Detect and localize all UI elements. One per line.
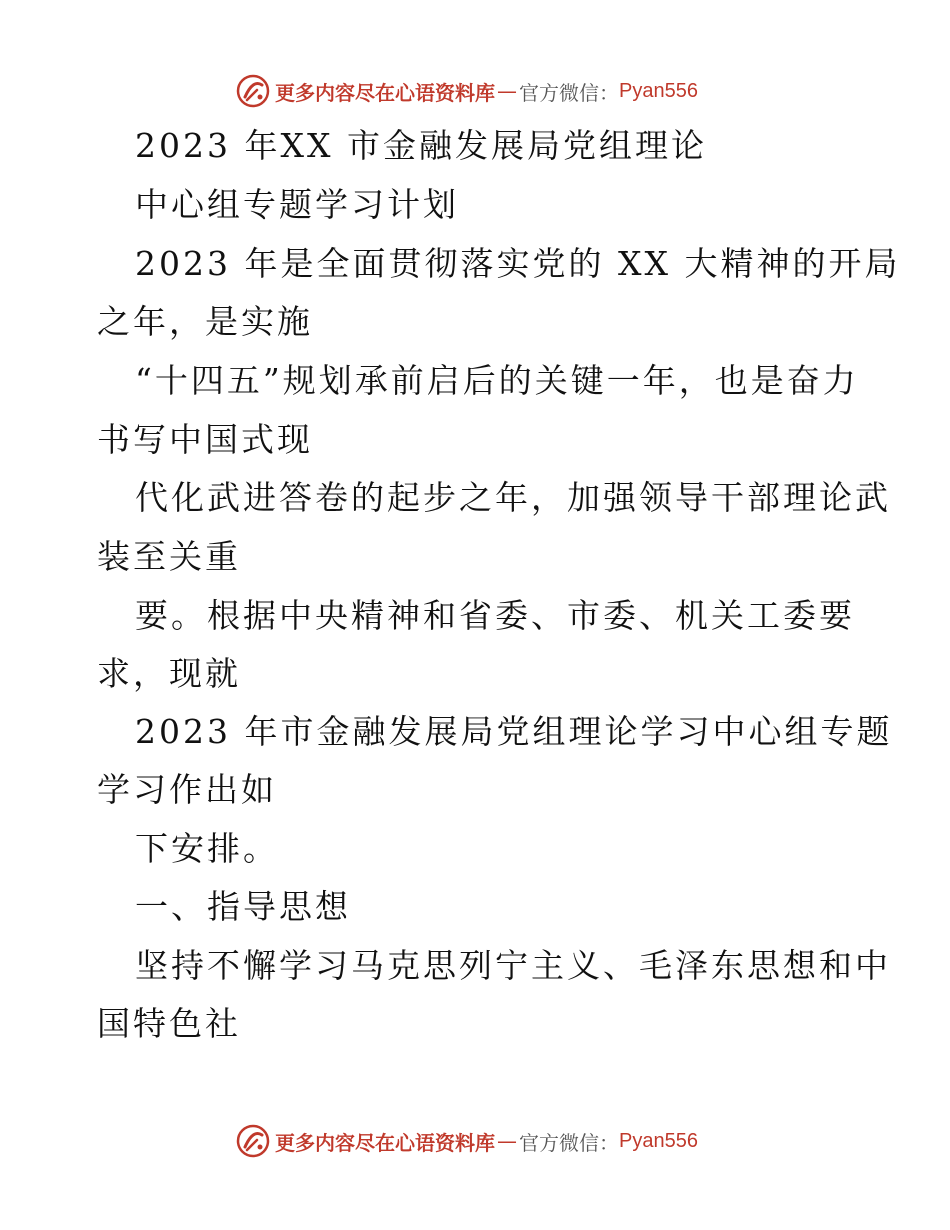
document-title-line-1: 2023 年XX 市金融发展局党组理论 bbox=[135, 126, 707, 165]
paragraph-line: 书写中国式现 bbox=[97, 420, 313, 459]
logo-icon bbox=[235, 73, 271, 109]
paragraph-line: 下安排。 bbox=[135, 829, 279, 868]
logo-icon bbox=[235, 1123, 271, 1159]
section-heading: 一、指导思想 bbox=[135, 887, 351, 926]
watermark-separator: — bbox=[497, 1129, 517, 1153]
paragraph-line: 坚持不懈学习马克思列宁主义、毛泽东思想和中 bbox=[135, 946, 891, 985]
document-title-line-2: 中心组专题学习计划 bbox=[135, 185, 459, 224]
paragraph-line: 之年，是实施 bbox=[97, 302, 313, 341]
header-watermark-banner bbox=[235, 71, 698, 111]
paragraph-line: 求，现就 bbox=[97, 654, 241, 693]
paragraph-line: 代化武进答卷的起步之年，加强领导干部理论武 bbox=[135, 478, 891, 517]
paragraph-line: 装至关重 bbox=[97, 537, 241, 576]
watermark-wechat-id: Pyan556 bbox=[619, 1129, 698, 1152]
watermark-brand-text: 更多内容尽在心语资料库 bbox=[275, 80, 495, 105]
paragraph-line: 国特色社 bbox=[97, 1004, 241, 1043]
paragraph-line: “十四五”规划承前启后的关键一年，也是奋力 bbox=[135, 361, 859, 400]
paragraph-line: 2023 年市金融发展局党组理论学习中心组专题 bbox=[135, 712, 893, 751]
paragraph-line: 学习作出如 bbox=[97, 770, 277, 809]
paragraph-line: 2023 年是全面贯彻落实党的 XX 大精神的开局 bbox=[135, 244, 901, 283]
paragraph-line: 要。根据中央精神和省委、市委、机关工委要 bbox=[135, 596, 855, 635]
watermark-label: 官方微信： bbox=[519, 80, 619, 105]
watermark-label: 官方微信： bbox=[519, 1130, 619, 1155]
footer-watermark-banner bbox=[235, 1121, 698, 1161]
watermark-wechat-id: Pyan556 bbox=[619, 79, 698, 102]
watermark-brand-text: 更多内容尽在心语资料库 bbox=[275, 1130, 495, 1155]
watermark-separator: — bbox=[497, 79, 517, 103]
